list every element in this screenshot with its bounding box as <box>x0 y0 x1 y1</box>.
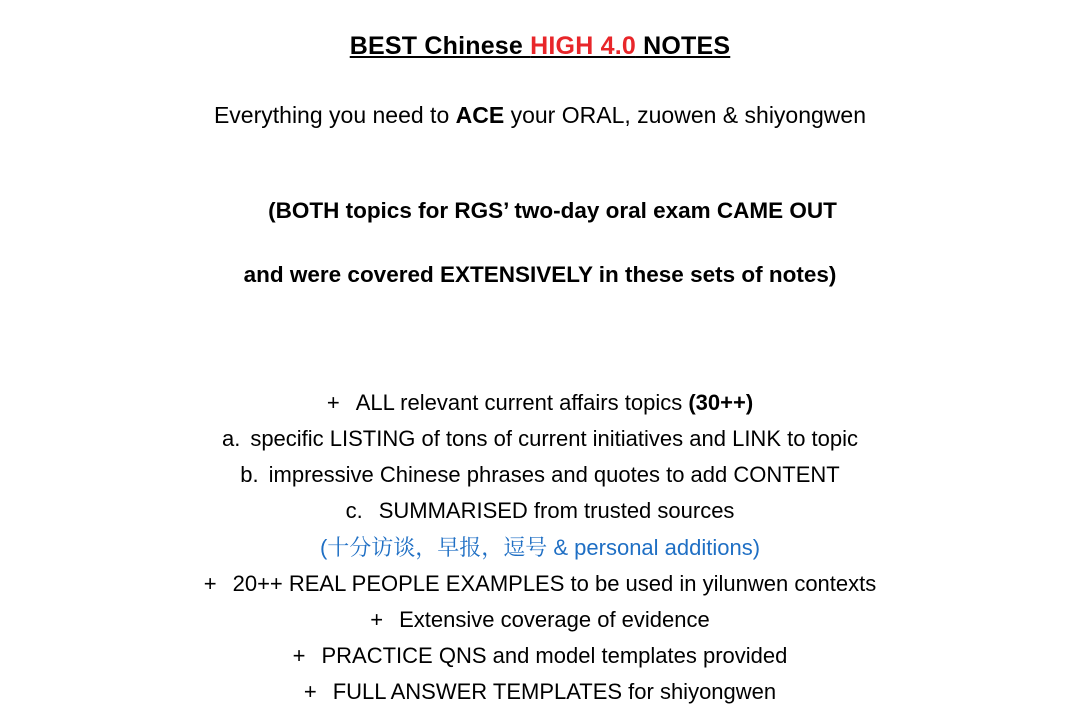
list-item-text: specific LISTING of tons of current initiatives and LINK to topic <box>250 426 859 452</box>
list-item <box>30 457 1050 493</box>
callout-line-1: (BOTH topics for RGS’ two-day oral exam CAME OUT <box>268 198 837 224</box>
callout-block <box>30 168 1050 347</box>
list-item <box>30 566 1050 602</box>
list-item-text: ALL relevant current affairs topics <box>355 390 689 416</box>
list-item-text: PRACTICE QNS and model templates provided <box>321 642 788 668</box>
list-item <box>30 385 1050 421</box>
list-item-text: FULL ANSWER TEMPLATES for shiyongwen <box>332 678 777 704</box>
list-item <box>30 602 1050 638</box>
list-item-marker: + <box>326 390 340 416</box>
list-item-marker: c. <box>345 498 363 524</box>
list-item <box>30 421 1050 457</box>
list-item-marker: + <box>303 678 317 704</box>
list-item-marker: b. <box>240 462 259 488</box>
list-item-marker: a. <box>221 426 241 452</box>
subtitle-emphasis: ACE <box>455 102 505 128</box>
list-item <box>30 493 1050 529</box>
title-part-2: NOTES <box>635 32 731 60</box>
callout-line-2: and were covered EXTENSIVELY in these sets of notes) <box>243 261 837 287</box>
list-item-text: Extensive coverage of evidence <box>399 606 710 632</box>
list-item-marker: + <box>203 570 217 596</box>
chinese-sources-note: (十分访谈，早报，逗号 & personal additions) <box>319 534 761 560</box>
list-item-text: 20++ REAL PEOPLE EXAMPLES to be used in yilunwen contexts <box>232 570 877 596</box>
list-item <box>30 638 1050 674</box>
title-part-1: BEST Chinese <box>349 32 531 60</box>
list-item-emphasis: (30++) <box>688 390 754 416</box>
subtitle-after: your ORAL, zuowen & shiyongwen <box>504 102 867 128</box>
title-highlight: HIGH 4.0 <box>530 32 636 60</box>
list-item-text: SUMMARISED from trusted sources <box>378 498 735 524</box>
subtitle <box>30 101 1050 130</box>
list-item-text: impressive Chinese phrases and quotes to add CONTENT <box>268 462 840 488</box>
list-item-marker: + <box>292 642 306 668</box>
list-item <box>30 674 1050 710</box>
feature-list-primary <box>30 385 1050 710</box>
page-title <box>30 30 1050 62</box>
subtitle-before: Everything you need to <box>213 102 456 128</box>
list-item-marker: + <box>370 606 384 632</box>
